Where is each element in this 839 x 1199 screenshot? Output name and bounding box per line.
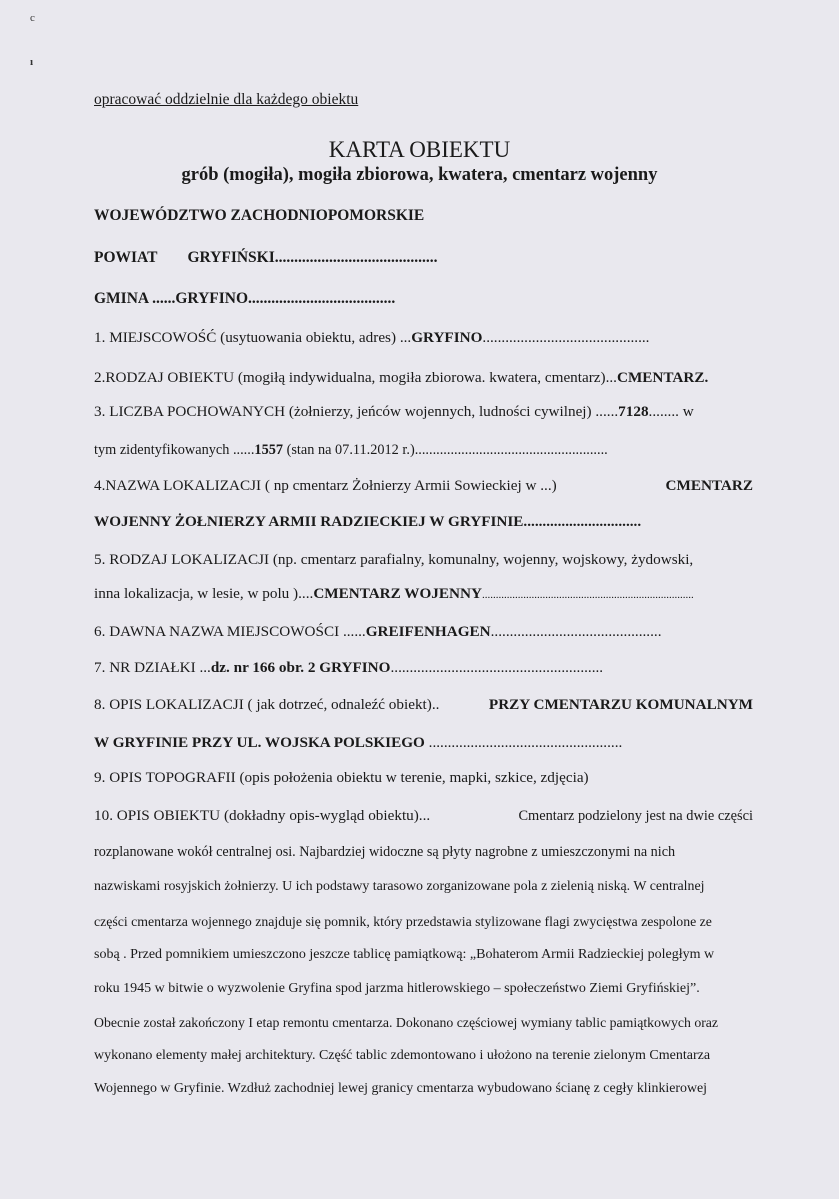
item-6: [94, 622, 753, 642]
item-2-label: 2.RODZAJ OBIEKTU (mogiłą indywidualna, mogiła zbiorowa. kwatera, cmentarz)...: [94, 369, 617, 386]
item-3-identified-label: tym zidentyfikowanych ......: [94, 442, 255, 458]
item-1: [94, 328, 753, 348]
item-7-value: dz. nr 166 obr. 2 GRYFINO: [210, 659, 391, 676]
item-5-line-2: [94, 584, 753, 605]
item-8-dots: ...................................................: [424, 734, 623, 751]
item-8: [94, 695, 753, 715]
item-1-value: GRYFINO: [411, 329, 483, 346]
document-title: KARTA OBIEKTU: [328, 137, 511, 162]
gmina-field: [94, 289, 753, 309]
item-10-desc-line: Obecnie został zakończony I etap remontu cmentarza. Dokonano częściowej wymiany tablic pamiątkowych oraz: [94, 1015, 719, 1030]
item-10: [94, 806, 753, 826]
gmina-label: GMINA: [94, 290, 149, 307]
powiat-value: GRYFIŃSKI..........................................: [187, 249, 438, 266]
item-8-value-2: W GRYFINIE PRZY UL. WOJSKA POLSKIEGO: [94, 734, 425, 751]
instruction-note: opracować oddzielnie dla każdego obiektu: [94, 91, 359, 108]
item-4-value: CMENTARZ: [665, 477, 753, 494]
item-10-desc-line: roku 1945 w bitwie o wyzwolenie Gryfina spod jarzma hitlerowskiego – społeczeństwo Ziemi Gryfińskiej”.: [94, 981, 700, 996]
item-9: 9. OPIS TOPOGRAFII (opis położenia obiektu w terenie, mapki, szkice, zdjęcia): [94, 769, 589, 786]
item-10-desc-line: Wojennego w Gryfinie. Wzdłuż zachodniej lewej granicy cmentarza wybudowano ścianę z cegły klinkierowej: [94, 1081, 708, 1096]
item-10-desc-first: Cmentarz podzielony jest na dwie części: [518, 808, 753, 824]
corner-mark: c: [30, 12, 35, 24]
item-6-value: GREIFENHAGEN: [365, 623, 491, 640]
item-1-dots: ............................................: [482, 329, 650, 346]
powiat-field: [94, 248, 753, 268]
item-3-identified-rest: (stan na 07.11.2012 r.)......................................................: [283, 442, 608, 458]
item-2-value: CMENTARZ.: [616, 369, 709, 386]
item-10-desc-line: nazwiskami rosyjskich żołnierzy. U ich podstawy tarasowo zorganizowane pola z zielenią niską. W centralnej: [94, 879, 705, 894]
item-8-label: 8. OPIS LOKALIZACJI ( jak dotrzeć, odnaleźć obiekt)..: [94, 696, 440, 713]
corner-mark: ı: [30, 56, 34, 68]
item-3: [94, 402, 753, 422]
item-10-desc-line: części cmentarza wojennego znajduje się pomnik, który przedstawia stylizowane flagi zwycięstwa zespolone ze: [94, 914, 712, 929]
item-10-desc-line: rozplanowane wokół centralnej osi. Najbardziej widoczne są płyty nagrobne z umieszczonymi na nich: [94, 844, 676, 860]
document-subtitle: grób (mogiła), mogiła zbiorowa, kwatera, cmentarz wojenny: [181, 165, 658, 185]
item-10-desc-line: sobą . Przed pomnikiem umieszczono jeszcze tablicę pamiątkową: „Bohaterom Armii Radzieckiej poległym w: [94, 947, 715, 962]
item-10-label: 10. OPIS OBIEKTU (dokładny opis-wygląd obiektu)...: [94, 807, 431, 824]
item-3-value: 7128: [618, 403, 649, 420]
item-5: 5. RODZAJ LOKALIZACJI (np. cmentarz parafialny, komunalny, wojenny, wojskowy, żydowski,: [94, 551, 694, 568]
item-5-dots: .............................................................................: [481, 589, 694, 601]
item-8-value: PRZY CMENTARZU KOMUNALNYM: [488, 696, 753, 713]
item-4-line-2: WOJENNY ŻOŁNIERZY ARMII RADZIECKIEJ W GRYFINIE...............................: [94, 513, 642, 530]
item-10-desc-line: wykonano elementy małej architektury. Część tablic zdemontowano i ułożono na terenie zielonym Cmentarza: [94, 1048, 711, 1063]
item-3-line-2: [94, 440, 753, 460]
wojewodztwo-field: WOJEWÓDZTWO ZACHODNIOPOMORSKIE: [94, 207, 425, 224]
item-4-label: 4.NAZWA LOKALIZACJI ( np cmentarz Żołnierzy Armii Sowieckiej w ...): [94, 477, 557, 494]
item-1-label: 1. MIEJSCOWOŚĆ (usytuowania obiektu, adres) ...: [94, 329, 412, 346]
item-3-label: 3. LICZBA POCHOWANYCH (żołnierzy, jeńców wojennych, ludności cywilnej) ......: [94, 403, 619, 420]
item-7: [94, 658, 753, 678]
item-7-dots: ........................................................: [390, 659, 604, 676]
item-8-line-2: [94, 733, 753, 753]
item-2: [94, 368, 753, 388]
item-3-identified-value: 1557: [254, 442, 284, 458]
item-7-label: 7. NR DZIAŁKI ...: [94, 659, 211, 676]
item-6-dots: .............................................: [490, 623, 662, 640]
item-4: [94, 476, 753, 496]
item-5-label-2: inna lokalizacja, w lesie, w polu )....: [94, 585, 314, 602]
gmina-value: ......GRYFINO......................................: [152, 290, 396, 307]
item-5-value: CMENTARZ WOJENNY: [313, 585, 482, 602]
item-3-dots: ........ w: [648, 403, 694, 420]
powiat-label: POWIAT: [94, 249, 158, 266]
item-6-label: 6. DAWNA NAZWA MIEJSCOWOŚCI ......: [94, 623, 366, 640]
